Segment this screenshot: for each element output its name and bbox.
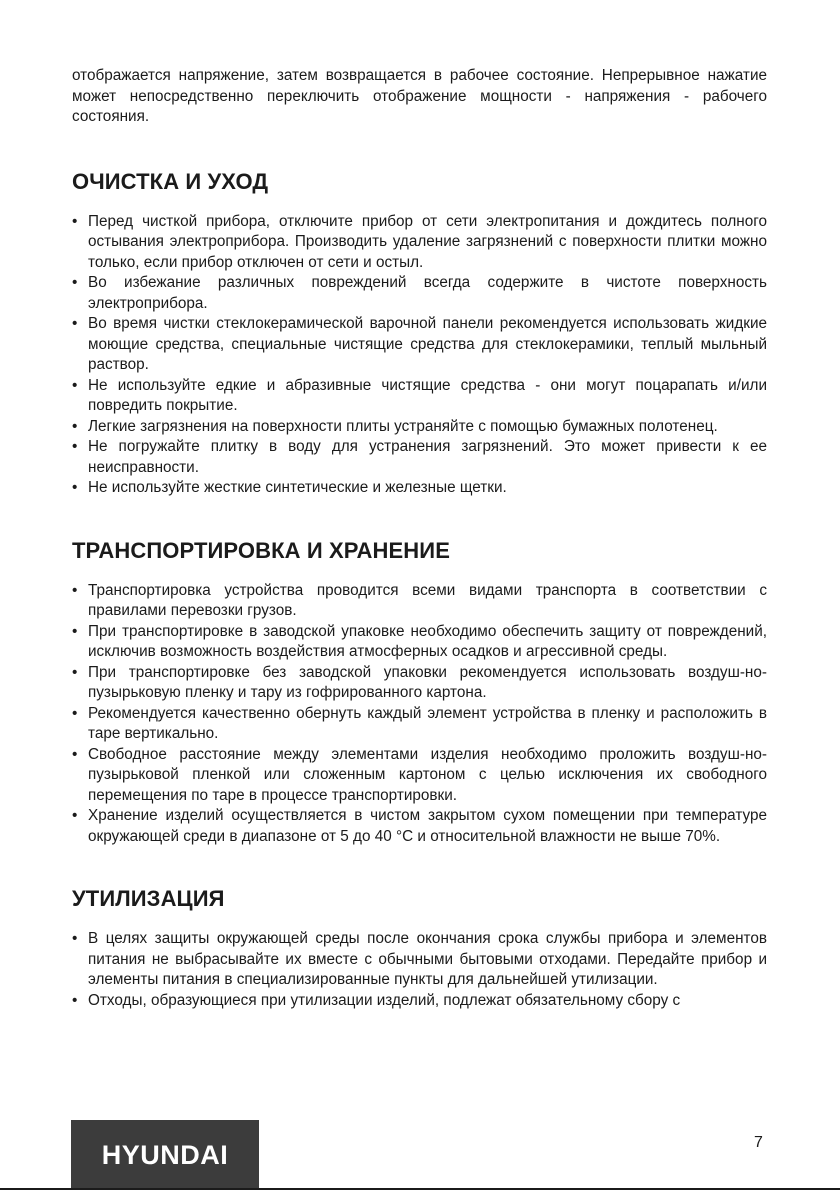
transport-list [72, 581, 767, 848]
disposal-section-title: УТИЛИЗАЦИЯ [72, 886, 225, 911]
cleaning-list [72, 212, 767, 499]
list-item: • Рекомендуется качественно обернуть каждый элемент устройства в пленку и расположить в таре вертикально. [72, 704, 767, 745]
list-item: • Легкие загрязнения на поверхности плиты устраняйте с помощью бумажных полотенец. [72, 417, 767, 438]
cleaning-section-title: ОЧИСТКА И УХОД [72, 168, 269, 194]
list-item: • Не используйте едкие и абразивные чистящие средства - они могут поцарапать и/или повредить покрытие. [72, 376, 767, 417]
list-item: • Во время чистки стеклокерамической варочной панели рекомендуется использовать жидкие моющие средства, специальные чистящие средства для стеклокерамики, теплый мыльный раствор. [72, 314, 767, 376]
list-item: • Не погружайте плитку в воду для устранения загрязнений. Это может привести к ее неисправности. [72, 437, 767, 478]
list-item: • При транспортировке без заводской упаковки рекомендуется использовать воздуш-но-пузырьковую пленку и тару из гофрированного картона. [72, 663, 767, 704]
list-item: • Во избежание различных повреждений всегда содержите в чистоте поверхность электроприбора. [72, 273, 767, 314]
list-item: • Перед чисткой прибора, отключите прибор от сети электропитания и дождитесь полного остывания электроприбора. Производить удаление загрязнений с поверхности плитки можно только, если прибор отключен от сети и остыл. [72, 212, 767, 274]
list-item: • Хранение изделий осуществляется в чистом закрытом сухом помещении при температуре окружающей среди в диапазоне от 5 до 40 °С и относительной влажности не выше 70%. [72, 806, 767, 847]
transport-section-title: ТРАНСПОРТИРОВКА И ХРАНЕНИЕ [72, 537, 450, 563]
brand-logo-text: HYUNDAI [101, 1139, 229, 1170]
list-item: • В целях защиты окружающей среды после окончания срока службы прибора и элементов питания не выбрасывайте их вместе с обычными бытовыми отходами. Передайте прибор и элементы питания в специализированные пункты для дальнейшей утилизации. [72, 929, 767, 991]
intro-paragraph: отображается напряжение, затем возвращается в рабочее состояние. Непрерывное нажатие может непосредственно переключить отображение мощности - напряжения - рабочего состояния. [72, 67, 767, 125]
document-body [72, 66, 767, 1011]
page-number: 7 [754, 1134, 763, 1151]
brand-logo [71, 1120, 259, 1190]
list-item: • Не используйте жесткие синтетические и железные щетки. [72, 478, 767, 499]
list-item: • При транспортировке в заводской упаковке необходимо обеспечить защиту от повреждений, исключив возможность воздействия атмосферных осадков и агрессивной среды. [72, 622, 767, 663]
list-item: • Транспортировка устройства проводится всеми видами транспорта в соответствии с правилами перевозки грузов. [72, 581, 767, 622]
list-item: • Свободное расстояние между элементами изделия необходимо проложить воздуш-но-пузырьковой пленкой или сложенным картоном с целью исключения их свободного перемещения по таре в процессе транспортировки. [72, 745, 767, 807]
disposal-list [72, 929, 767, 1011]
list-item: • Отходы, образующиеся при утилизации изделий, подлежат обязательному сбору с [72, 991, 767, 1012]
